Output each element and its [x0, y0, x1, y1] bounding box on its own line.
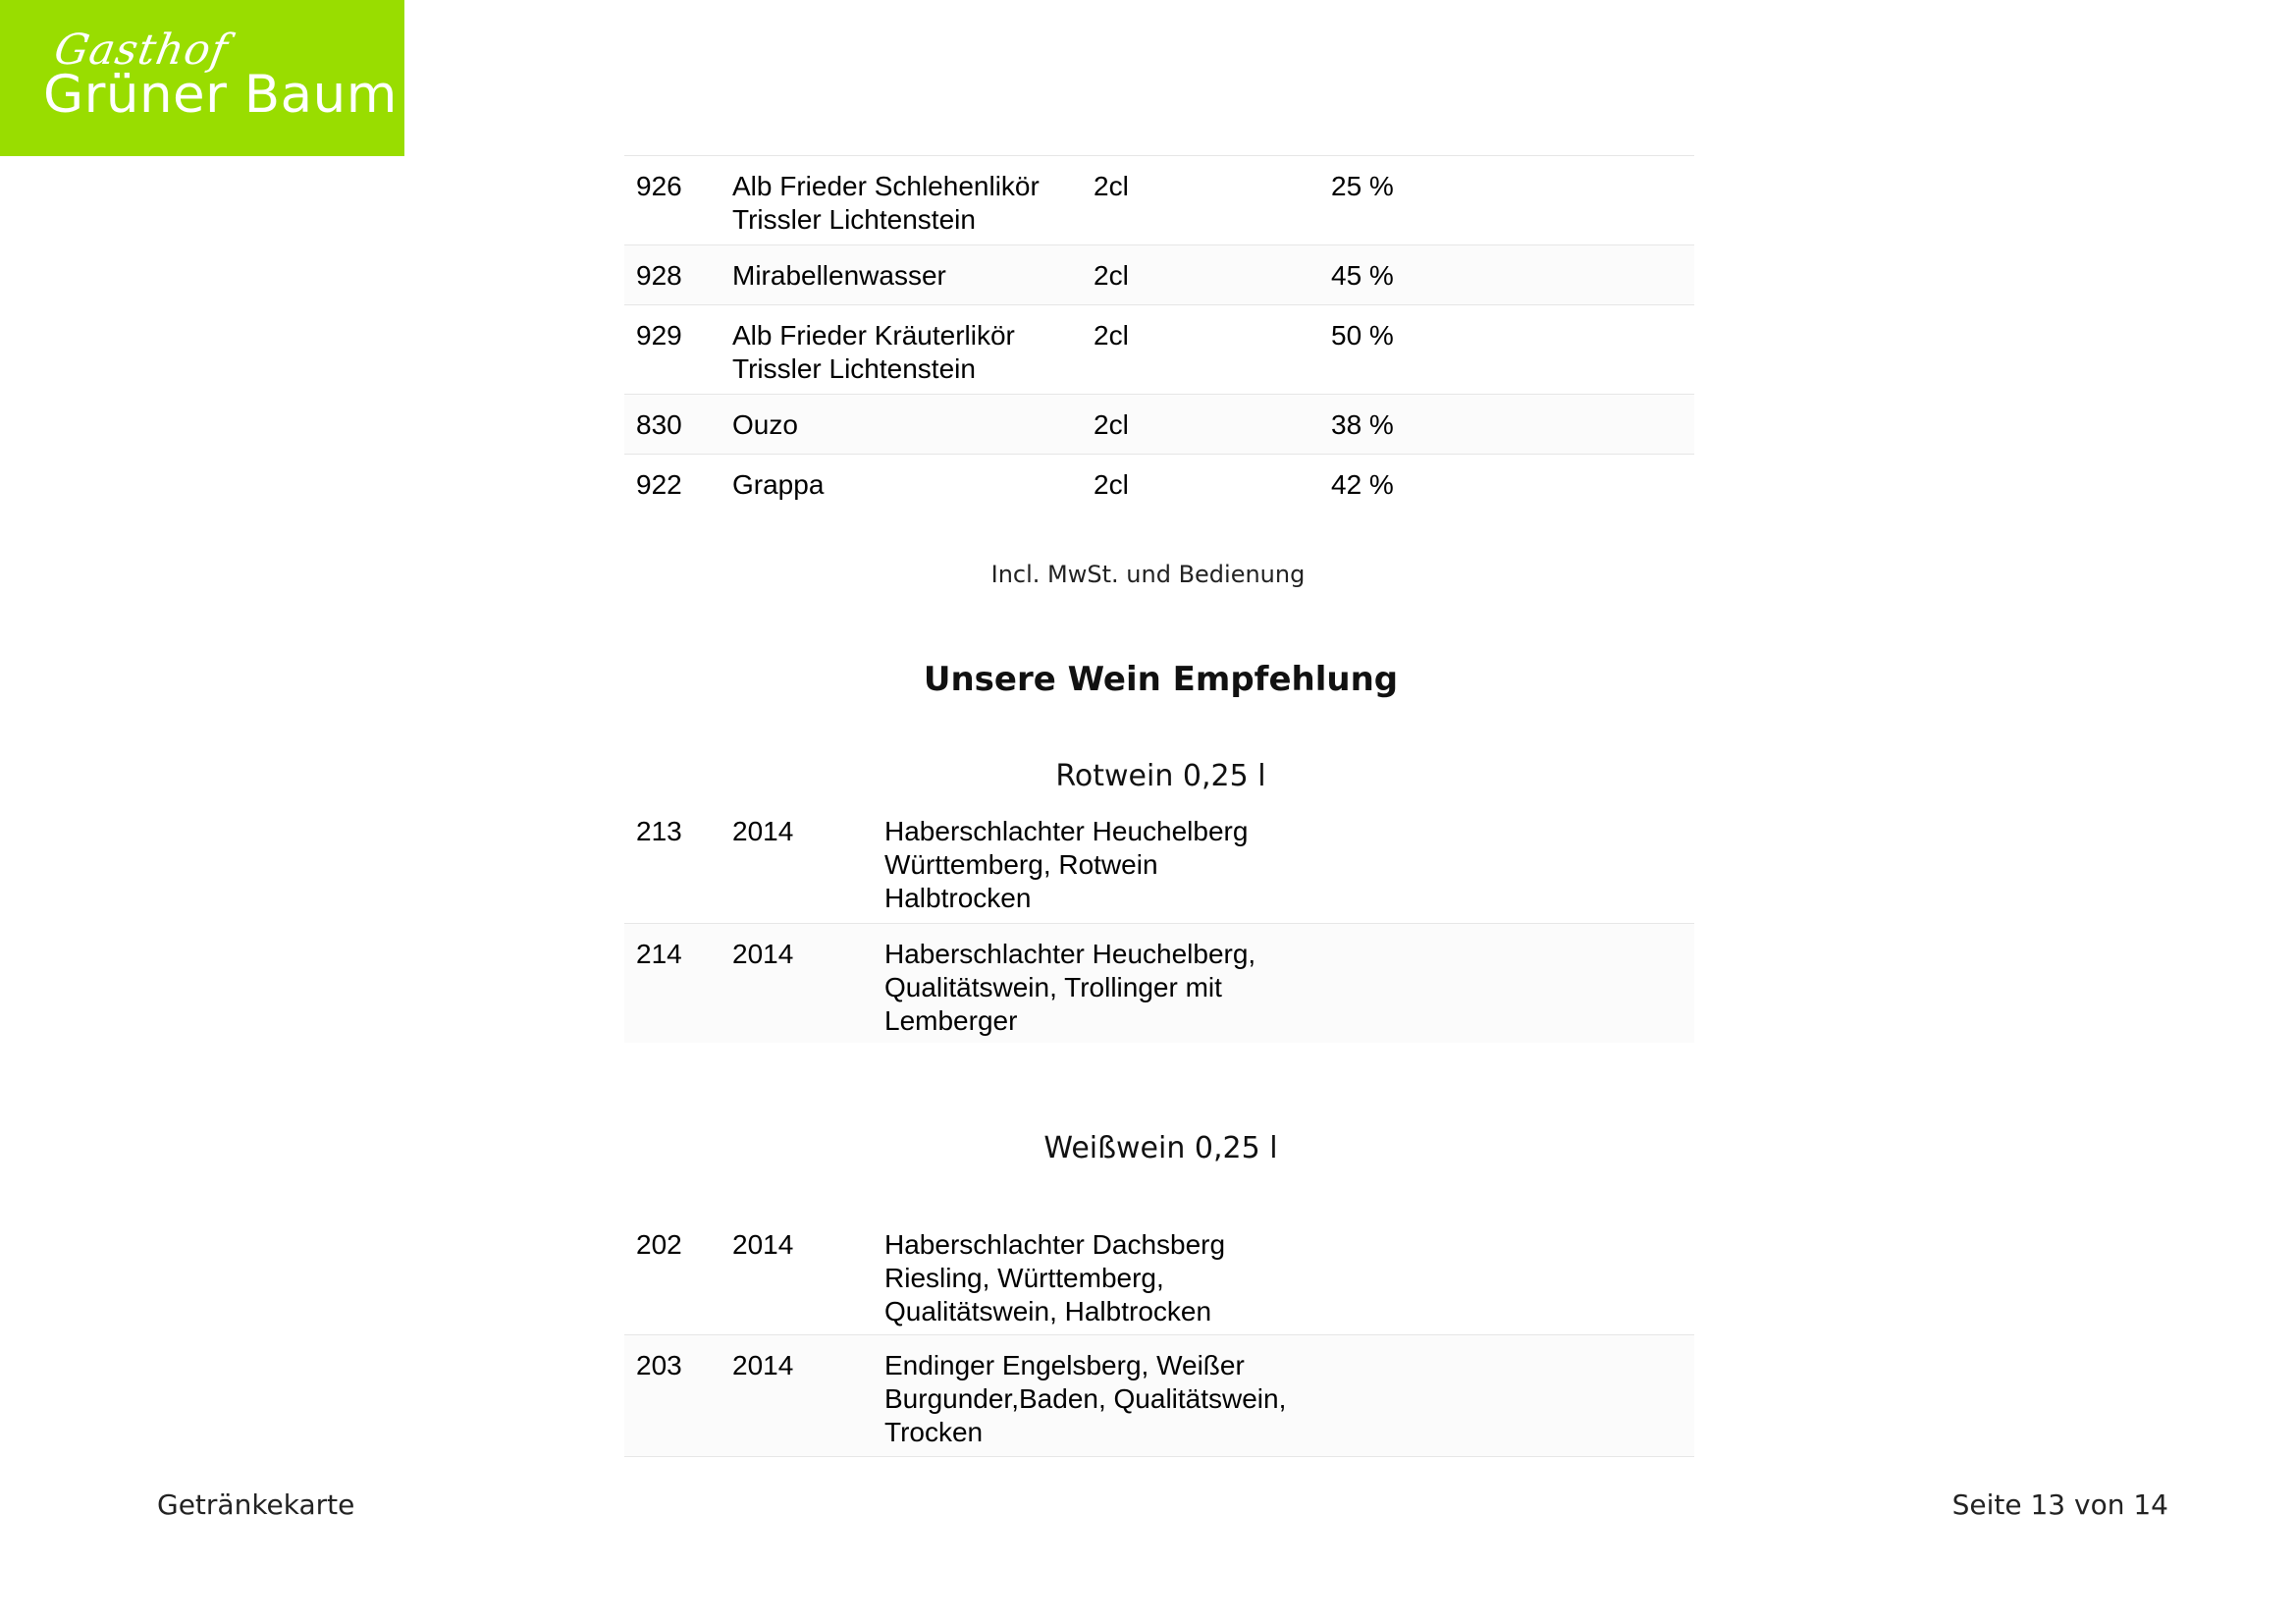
item-name: Alb Frieder Kräuterlikör Trissler Lichtenstein [732, 320, 1015, 384]
item-alcohol: 42 % [1331, 469, 1394, 500]
table-row [624, 801, 1694, 923]
table-row [624, 1215, 1694, 1334]
wine-description: Haberschlachter Dachsberg Riesling, Württemberg, Qualitätswein, Halbtrocken [884, 1229, 1226, 1326]
item-size: 2cl [1094, 409, 1129, 440]
item-size: 2cl [1094, 469, 1129, 500]
table-bottom-rule [624, 1456, 1694, 1457]
wine-description: Haberschlachter Heuchelberg, Qualitätswein, Trollinger mit Lemberger [884, 939, 1256, 1036]
wine-year: 2014 [732, 1350, 794, 1380]
logo-script-text: Gasthof [50, 26, 233, 75]
item-alcohol: 25 % [1331, 171, 1394, 201]
item-alcohol: 38 % [1331, 409, 1394, 440]
table-row [624, 155, 1694, 244]
wine-description: Haberschlachter Heuchelberg Württemberg, Rotwein Halbtrocken [884, 816, 1249, 913]
item-size: 2cl [1094, 171, 1129, 201]
red-wine-title: Rotwein 0,25 l [1055, 759, 1266, 793]
wine-description: Endinger Engelsberg, Weißer Burgunder,Baden, Qualitätswein, Trocken [884, 1350, 1287, 1447]
item-number: 922 [636, 469, 682, 500]
wine-year: 2014 [732, 816, 794, 846]
wine-number: 213 [636, 816, 682, 846]
table-row [624, 454, 1694, 514]
item-name: Ouzo [732, 409, 798, 440]
item-name: Mirabellenwasser [732, 260, 946, 291]
item-number: 928 [636, 260, 682, 291]
wine-number: 203 [636, 1350, 682, 1380]
item-alcohol: 50 % [1331, 320, 1394, 351]
wine-number: 202 [636, 1229, 682, 1260]
table-row [624, 1334, 1694, 1456]
item-number: 926 [636, 171, 682, 201]
table-row [624, 244, 1694, 304]
table-row [624, 394, 1694, 454]
table-row [624, 923, 1694, 1043]
spirits-table [624, 155, 1694, 514]
wine-year: 2014 [732, 939, 794, 969]
white-wine-title: Weißwein 0,25 l [1043, 1131, 1278, 1165]
item-size: 2cl [1094, 320, 1129, 351]
wine-year: 2014 [732, 1229, 794, 1260]
page-number: Seite 13 von 14 [1951, 1488, 2168, 1521]
white-wine-table [624, 1215, 1694, 1457]
footer-title: Getränkekarte [157, 1488, 355, 1521]
logo [0, 0, 404, 156]
item-size: 2cl [1094, 260, 1129, 291]
item-alcohol: 45 % [1331, 260, 1394, 291]
price-note: Incl. MwSt. und Bedienung [990, 561, 1306, 588]
item-number: 830 [636, 409, 682, 440]
table-row [624, 304, 1694, 394]
wine-number: 214 [636, 939, 682, 969]
item-name: Grappa [732, 469, 825, 500]
logo-name-text: Grüner Baum [43, 65, 398, 125]
red-wine-table [624, 801, 1694, 1043]
item-name: Alb Frieder Schlehenlikör Trissler Lichtenstein [732, 171, 1040, 235]
item-number: 929 [636, 320, 682, 351]
wine-heading: Unsere Wein Empfehlung [923, 660, 1399, 699]
